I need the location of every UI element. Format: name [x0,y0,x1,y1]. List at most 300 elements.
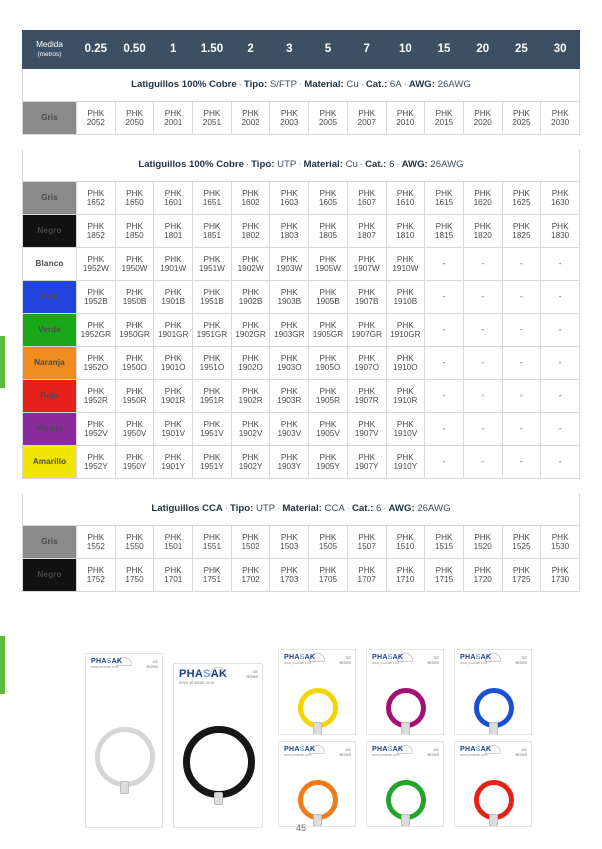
sku-cell [193,559,232,592]
ce-mark: CE [521,655,527,660]
sku-cell [77,248,116,281]
sku-prefix: PHK [87,386,105,396]
sku-prefix: PHK [87,532,105,542]
sku-prefix: PHK [396,353,414,363]
sku-number: 1910B [393,297,418,306]
sku-prefix: PHK [358,452,376,462]
section-material-label: Material: [303,158,343,170]
sku-prefix: PHK [435,188,453,198]
rohs-mark: ROHS [427,752,439,757]
sku-cell [386,182,425,215]
sku-number: 2025 [512,118,531,127]
certification-marks [246,669,258,679]
sku-number: 1551 [202,542,222,551]
sku-number: 1615 [434,198,454,207]
sku-number: 1905V [316,429,340,438]
section-cat-value: 6 [389,158,395,170]
sku-cell [115,314,154,347]
section-tipo-value: S/FTP [269,78,298,90]
sku-number: 1907V [354,429,379,438]
sku-cell-empty: - [425,380,464,413]
sku-prefix: PHK [203,254,221,264]
row-color-label: Negro [23,215,77,248]
sku-number: 2001 [164,118,183,127]
section-cat-label: Cat.: [351,502,374,514]
sku-number: 1905GR [312,330,344,339]
sku-number: 1702 [241,575,260,584]
packaged-cable-magenta [366,649,444,735]
sku-number: 1507 [357,542,376,551]
section-awg-label: AWG: [388,502,415,514]
header-cell-length: 25 [502,31,541,69]
brand-url: www.phasak.com [91,665,119,669]
sku-number: 1502 [241,542,260,551]
header-cell-length: 5 [309,31,348,69]
sku-cell [270,526,309,559]
ce-mark: CE [252,669,258,674]
sku-prefix: PHK [126,254,143,264]
sku-cell [309,215,348,248]
sku-number: 1901V [161,429,186,438]
sku-number: 1901W [160,264,187,273]
header-cell-length: 2 [231,31,270,69]
sku-prefix: PHK [164,188,182,198]
sku-number: 1950GR [119,330,150,339]
sku-cell [77,281,116,314]
sku-number: 1951R [199,396,224,405]
sku-cell [463,182,502,215]
sku-cell [502,559,541,592]
section-awg-value: 26AWG [437,78,471,90]
spacer-cell [23,479,580,493]
row-color-label: Gris [23,526,77,559]
sku-number: 1910W [392,264,419,273]
sku-number: 1950V [122,429,147,438]
sku-number: 1951O [199,363,225,372]
sku-number: 2005 [318,118,338,127]
sku-number: 1850 [125,231,144,240]
section-material-value: CCA [324,502,345,514]
rohs-mark: ROHS [339,660,351,665]
certification-marks [427,747,439,757]
sku-number: 1951GR [196,330,228,339]
rohs-mark: ROHS [515,660,527,665]
sku-prefix: PHK [396,565,414,575]
section-cat-value: 6 [375,502,382,514]
sku-cell [270,347,309,380]
sku-number: 1903R [277,396,302,405]
sku-number: 1905O [315,363,341,372]
sku-prefix: PHK [242,532,260,542]
sku-cell [347,347,386,380]
sku-cell [77,413,116,446]
sku-prefix: PHK [203,452,221,462]
sku-cell-empty: - [541,347,580,380]
sku-number: 1910O [393,363,418,372]
brand-url: www.phasak.com [179,680,215,685]
sku-number: 1520 [473,542,492,551]
sku-cell [115,446,154,479]
sku-cell [231,446,270,479]
brand-logo: PHASAK [284,746,316,753]
sku-cell-empty: - [425,446,464,479]
sku-cell [270,102,309,135]
sku-prefix: PHK [474,108,492,118]
sku-cell [154,182,193,215]
sku-prefix: PHK [474,565,492,575]
sku-cell [154,413,193,446]
spacer-cell [23,135,580,149]
sku-cell [77,102,116,135]
sku-prefix: PHK [512,221,530,231]
sku-number: 1952R [83,396,108,405]
sku-number: 1902O [238,363,263,372]
sku-number: 1901Y [161,462,186,471]
sku-prefix: PHK [435,108,453,118]
section-tipo-label: Tipo: [230,502,254,514]
sku-number: 1620 [473,198,492,207]
sku-number: 1605 [318,198,338,207]
sku-cell [115,347,154,380]
sku-cell [154,102,193,135]
sku-prefix: PHK [87,254,105,264]
sku-number: 1730 [551,575,570,584]
section-material-value: Cu [346,78,359,90]
table-section-title-row [23,69,580,102]
sku-prefix: PHK [319,532,337,542]
sku-number: 2010 [396,118,415,127]
sku-cell [347,446,386,479]
sku-cell [231,281,270,314]
sku-prefix: PHK [203,386,221,396]
header-cell-length: 3 [270,31,309,69]
sku-cell-empty: - [541,248,580,281]
sku-number: 1530 [551,542,570,551]
sku-cell-empty: - [463,446,502,479]
sku-prefix: PHK [242,287,260,297]
table-row [23,215,580,248]
sku-cell [193,526,232,559]
sku-number: 1750 [125,575,144,584]
sku-prefix: PHK [551,108,569,118]
sku-prefix: PHK [280,188,298,198]
sku-cell [386,248,425,281]
sku-prefix: PHK [164,108,182,118]
sku-number: 1951B [200,297,224,306]
sku-number: 1751 [202,575,222,584]
sku-cell [231,413,270,446]
sku-prefix: PHK [280,565,298,575]
sku-cell [425,102,464,135]
sku-prefix: PHK [358,353,376,363]
sku-prefix: PHK [280,386,298,396]
sku-cell [270,248,309,281]
rj45-plug [313,722,322,735]
sku-prefix: PHK [474,188,492,198]
sku-prefix: PHK [164,419,182,429]
section-tipo-value: UTP [277,158,297,170]
sku-cell [463,559,502,592]
sku-cell [154,281,193,314]
sku-cell-empty: - [541,413,580,446]
sku-prefix: PHK [87,221,105,231]
sku-prefix: PHK [396,386,414,396]
sku-cell-empty: - [541,281,580,314]
table-row [23,526,580,559]
sku-number: 1905B [316,297,340,306]
sku-cell [425,559,464,592]
packaged-cable-orange [278,741,356,827]
sku-cell [425,526,464,559]
sku-number: 1952GR [80,330,112,339]
sku-prefix: PHK [242,452,260,462]
sku-number: 1903W [276,264,303,273]
sku-cell [502,215,541,248]
sku-prefix: PHK [242,108,260,118]
sku-cell [154,347,193,380]
sku-cell [193,347,232,380]
row-color-label: Amarillo [23,446,77,479]
sku-cell-empty: - [425,314,464,347]
sku-cell-empty: - [502,248,541,281]
packaged-cable-grey [85,653,163,828]
sku-number: 1951Y [200,462,224,471]
sku-number: 1825 [512,231,531,240]
sku-number: 1907O [354,363,379,372]
sku-cell [115,380,154,413]
sku-cell [231,347,270,380]
sku-prefix: PHK [280,221,298,231]
sku-number: 1501 [164,542,183,551]
sku-cell [347,526,386,559]
sku-cell [77,380,116,413]
sku-cell-empty: - [463,281,502,314]
sku-prefix: PHK [319,108,337,118]
sku-cell [463,215,502,248]
sku-cell-empty: - [463,413,502,446]
sku-cell [347,215,386,248]
sku-cell [309,314,348,347]
sku-number: 1851 [202,231,222,240]
sku-prefix: PHK [87,287,105,297]
row-color-label: Negro [23,559,77,592]
rohs-mark: ROHS [339,752,351,757]
sku-prefix: PHK [358,221,376,231]
sku-cell-empty: - [541,314,580,347]
sku-cell-empty: - [463,347,502,380]
sku-cell [193,102,232,135]
certification-marks [339,747,351,757]
sku-number: 1952W [82,264,109,273]
sku-cell [425,182,464,215]
sku-cell [386,314,425,347]
sku-prefix: PHK [319,386,337,396]
sku-prefix: PHK [164,221,182,231]
sku-number: 1901GR [157,330,189,339]
sku-number: 1902B [238,297,263,306]
ce-mark: CE [345,747,351,752]
sku-prefix: PHK [396,419,414,429]
sku-number: 1902GR [235,330,266,339]
sku-prefix: PHK [242,254,260,264]
sku-prefix: PHK [396,254,414,264]
sku-prefix: PHK [280,532,298,542]
sku-number: 1901R [161,396,186,405]
sku-prefix: PHK [126,221,143,231]
sku-cell [115,526,154,559]
sku-number: 1902V [238,429,263,438]
sku-number: 1805 [318,231,338,240]
sku-number: 1550 [125,542,144,551]
cable-coil [95,727,155,787]
rj45-plug [489,722,498,735]
sku-prefix: PHK [474,221,492,231]
sku-number: 1602 [241,198,260,207]
sku-cell [154,314,193,347]
sku-prefix: PHK [319,353,337,363]
sku-number: 1905W [314,264,341,273]
sku-number: 1710 [396,575,415,584]
sku-number: 1505 [318,542,338,551]
certification-marks [339,655,351,665]
sku-cell [386,446,425,479]
brand-logo: PHASAK [460,654,492,661]
section-product-name: Latiguillos 100% Cobre [138,158,244,170]
sku-prefix: PHK [358,320,376,330]
section-cat-label: Cat.: [365,158,387,170]
sku-prefix: PHK [358,287,376,297]
sku-cell-empty: - [425,281,464,314]
rohs-mark: ROHS [515,752,527,757]
sku-cell [77,314,116,347]
sku-cell [309,380,348,413]
sku-cell [386,413,425,446]
sku-number: 1950Y [122,462,147,471]
sku-number: 1952O [83,363,109,372]
table-section-title-row [23,149,580,182]
row-color-label: Azul [23,281,77,314]
ce-mark: CE [433,655,439,660]
sku-cell [502,182,541,215]
sku-cell [154,526,193,559]
sku-prefix: PHK [164,386,182,396]
brand-logo: PHASAK [372,654,404,661]
sku-cell [115,413,154,446]
sku-cell [231,102,270,135]
sku-cell [270,413,309,446]
sku-cell [541,102,580,135]
sku-cell-empty: - [502,380,541,413]
sku-cell [270,215,309,248]
row-color-label: Violeta [23,413,77,446]
section-cat-value: 6A [389,78,402,90]
sku-number: 1830 [551,231,570,240]
product-spec-table-wrapper [22,30,580,592]
sku-number: 1515 [434,542,454,551]
sku-number: 1950W [121,264,148,273]
sku-number: 1715 [434,575,454,584]
rohs-mark: ROHS [246,674,258,679]
row-color-label: Blanco [23,248,77,281]
sku-prefix: PHK [512,532,530,542]
sku-prefix: PHK [242,386,260,396]
sku-cell [386,380,425,413]
header-cell-medida [23,31,77,69]
sku-number: 1907B [354,297,379,306]
sku-cell [231,526,270,559]
sku-prefix: PHK [280,108,298,118]
sku-number: 2050 [125,118,144,127]
sku-cell [309,281,348,314]
sku-cell [270,446,309,479]
header-cell-length: 30 [541,31,580,69]
sku-cell [231,248,270,281]
sku-prefix: PHK [280,353,298,363]
sku-prefix: PHK [87,419,105,429]
sku-cell [231,215,270,248]
rj45-plug [120,781,129,794]
sku-number: 1951W [198,264,225,273]
sku-prefix: PHK [319,452,337,462]
sku-cell [115,281,154,314]
sku-number: 1907GR [351,330,382,339]
sku-cell [77,215,116,248]
sku-prefix: PHK [203,419,221,429]
sku-prefix: PHK [474,532,492,542]
sku-prefix: PHK [396,287,414,297]
sku-cell [502,526,541,559]
sku-number: 1852 [86,231,105,240]
sku-cell-empty: - [463,248,502,281]
sku-prefix: PHK [551,532,569,542]
rj45-plug [214,792,223,805]
sku-number: 1950O [122,363,147,372]
sku-cell [154,248,193,281]
sku-cell [231,314,270,347]
sku-cell [270,314,309,347]
section-awg-value: 26AWG [417,502,451,514]
sku-cell [193,281,232,314]
sku-cell [193,380,232,413]
sku-cell [541,559,580,592]
sku-number: 1705 [318,575,338,584]
table-row [23,413,580,446]
sku-prefix: PHK [280,419,298,429]
sku-prefix: PHK [435,221,453,231]
sku-prefix: PHK [87,452,105,462]
product-photo-strip [60,645,550,830]
sku-number: 1651 [202,198,222,207]
sku-prefix: PHK [203,221,221,231]
sku-number: 1525 [512,542,531,551]
sku-cell [309,413,348,446]
sku-prefix: PHK [358,188,376,198]
table-row [23,182,580,215]
sku-prefix: PHK [126,320,143,330]
sku-cell [154,559,193,592]
table-row [23,380,580,413]
sku-prefix: PHK [280,452,298,462]
sku-number: 1707 [357,575,376,584]
sku-prefix: PHK [319,419,337,429]
sku-number: 1902R [238,396,263,405]
sku-cell [154,380,193,413]
sku-number: 1910Y [393,462,418,471]
sku-cell [347,281,386,314]
header-cell-length: 1.50 [193,31,232,69]
sku-cell [347,102,386,135]
sku-number: 1650 [125,198,144,207]
